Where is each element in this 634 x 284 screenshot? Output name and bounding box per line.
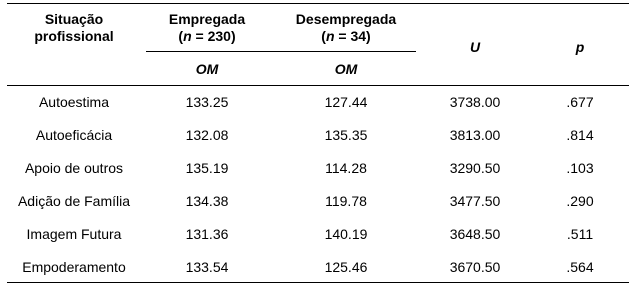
subheader-om-desempregada: OM xyxy=(334,61,358,77)
row-p: .103 xyxy=(566,160,594,176)
row-u: 3813.00 xyxy=(449,127,501,143)
row-variable: Autoeficácia xyxy=(35,127,113,143)
row-variable: Adição de Família xyxy=(17,193,131,209)
row-empregada: 131.36 xyxy=(185,226,229,242)
row-u: 3477.50 xyxy=(449,193,501,209)
row-p: .564 xyxy=(566,259,594,275)
header-situacao-line1: Situação xyxy=(44,11,104,27)
row-empregada: 133.25 xyxy=(185,94,229,110)
header-situacao-line2: profissional xyxy=(34,28,114,44)
row-desempregada: 140.19 xyxy=(324,226,368,242)
header-desempregada-label: Desempregada xyxy=(295,11,397,27)
row-u: 3738.00 xyxy=(449,94,501,110)
header-situacao xyxy=(7,11,141,45)
row-empregada: 134.38 xyxy=(185,193,229,209)
row-variable: Empoderamento xyxy=(22,259,126,275)
row-empregada: 132.08 xyxy=(185,127,229,143)
row-variable: Imagem Futura xyxy=(26,226,122,242)
header-bottom-rule xyxy=(7,85,629,86)
header-desempregada-n: (n = 34) xyxy=(321,28,371,44)
row-u: 3648.50 xyxy=(449,226,501,242)
row-desempregada: 119.78 xyxy=(325,193,367,209)
row-p: .677 xyxy=(566,94,594,110)
header-u: U xyxy=(469,39,481,55)
row-empregada: 135.19 xyxy=(185,160,229,176)
row-desempregada: 135.35 xyxy=(324,127,368,143)
row-variable: Apoio de outros xyxy=(24,160,124,176)
row-p: .511 xyxy=(566,226,594,242)
row-u: 3290.50 xyxy=(449,160,501,176)
row-desempregada: 114.28 xyxy=(325,160,367,176)
row-p: .814 xyxy=(566,127,594,143)
table-bottom-rule xyxy=(7,282,629,283)
table-top-rule xyxy=(7,3,629,4)
row-desempregada: 127.44 xyxy=(324,94,368,110)
header-p: p xyxy=(575,39,585,55)
row-p: .290 xyxy=(566,193,594,209)
subheader-om-empregada: OM xyxy=(195,61,219,77)
header-desempregada xyxy=(273,11,419,45)
subheader-rule xyxy=(146,51,416,52)
row-u: 3670.50 xyxy=(449,259,501,275)
header-empregada-label: Empregada xyxy=(168,11,246,27)
header-empregada xyxy=(141,11,273,45)
row-empregada: 133.54 xyxy=(185,259,229,275)
row-desempregada: 125.46 xyxy=(324,259,368,275)
header-empregada-n: (n = 230) xyxy=(178,28,236,44)
row-variable: Autoestima xyxy=(38,94,110,110)
